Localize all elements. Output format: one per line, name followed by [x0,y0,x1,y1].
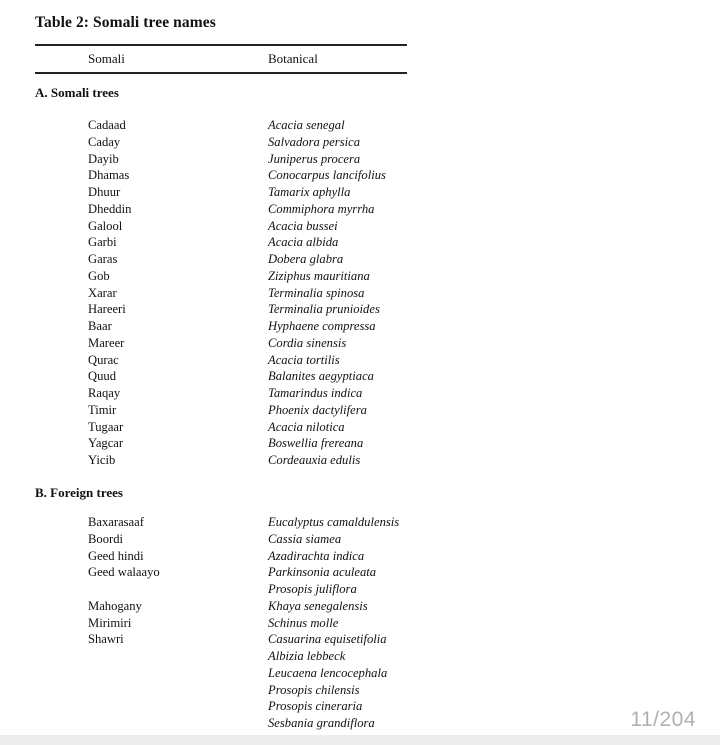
botanical-name: Azadirachta indica [268,548,365,563]
somali-name: Geed walaayo [88,565,160,580]
somali-name: Xarar [88,285,117,300]
table-row [0,152,720,169]
table-row [0,420,720,437]
somali-name: Yagcar [88,436,124,451]
botanical-name: Conocarpus lancifolius [268,168,386,183]
table-row [0,302,720,319]
table-row [0,353,720,370]
botanical-name: Boswellia frereana [268,436,364,451]
botanical-name: Salvadora persica [268,134,360,149]
botanical-name: Terminalia prunioides [268,302,380,317]
botanical-name: Prosopis cineraria [268,699,363,714]
table-row [0,369,720,386]
table-row [0,319,720,336]
botanical-name: Sesbania grandiflora [268,716,375,730]
botanical-name: Albizia lebbeck [268,649,346,663]
table-row [0,185,720,202]
header-bottom-rule [35,72,407,74]
botanical-name: Dobera glabra [268,252,344,266]
column-header-somali: Somali [88,51,125,66]
somali-name: Dhuur [88,185,121,199]
viewer-bottom-bar [0,735,720,745]
table-row [0,202,720,219]
botanical-name: Cassia siamea [268,531,342,546]
botanical-name: Cordia sinensis [268,335,347,350]
table-row [0,565,720,582]
page-counter: 11/204 [630,708,696,731]
table-row [0,699,720,716]
section-heading-somali-trees: A. Somali trees [35,85,119,100]
somali-name: Garbi [88,235,117,250]
table-row [0,403,720,420]
somali-name: Gob [88,268,110,283]
somali-name: Caday [88,134,121,149]
somali-name: Baxarasaaf [88,515,144,529]
table-row [0,118,720,135]
table-row [0,649,720,666]
botanical-name: Casuarina equisetifolia [268,632,387,647]
table-row [0,549,720,566]
table-row [0,582,720,599]
table-row [0,632,720,649]
somali-name: Mirimiri [88,615,132,630]
botanical-name: Tamarix aphylla [268,185,351,199]
botanical-name: Juniperus procera [268,151,361,166]
table-row [0,219,720,236]
botanical-name: Hyphaene compressa [268,319,376,333]
table-row [0,269,720,286]
table-row [0,168,720,185]
column-header-botanical: Botanical [268,51,318,66]
table-row [0,235,720,252]
botanical-name: Balanites aegyptiaca [268,369,374,384]
somali-name: Timir [88,402,117,417]
somali-name: Garas [88,252,118,266]
somali-name: Qurac [88,352,119,367]
somali-name: Dheddin [88,201,132,216]
table-row [0,252,720,269]
botanical-name: Eucalyptus camaldulensis [268,515,400,529]
botanical-name: Prosopis chilensis [268,682,360,697]
botanical-name: Terminalia spinosa [268,285,365,300]
table-row [0,453,720,470]
table-row [0,436,720,453]
botanical-name: Parkinsonia aculeata [268,565,377,580]
somali-name: Galool [88,218,123,233]
table-row [0,515,720,532]
botanical-name: Khaya senegalensis [268,598,368,613]
table-row [0,616,720,633]
botanical-name: Leucaena lencocephala [268,665,388,680]
header-top-rule [35,44,407,46]
botanical-name: Commiphora myrrha [268,201,375,216]
botanical-name: Acacia tortilis [268,352,340,367]
somali-name: Raqay [88,386,121,400]
botanical-name: Tamarindus indica [268,386,363,400]
table-row [0,336,720,353]
somali-name: Mahogany [88,598,142,613]
botanical-name: Acacia albida [268,235,339,250]
somali-name: Baar [88,319,112,333]
somali-name: Geed hindi [88,548,144,563]
botanical-name: Schinus molle [268,615,339,630]
botanical-name: Acacia senegal [268,118,345,132]
somali-name: Dhamas [88,168,130,183]
somali-name: Hareeri [88,302,126,317]
section-heading-foreign-trees: B. Foreign trees [35,485,123,500]
somali-name: Yicib [88,453,116,467]
table-title: Table 2: Somali tree names [35,14,216,31]
botanical-name: Cordeauxia edulis [268,453,361,467]
somali-name: Quud [88,369,116,384]
botanical-name: Acacia nilotica [268,419,345,434]
somali-name: Dayib [88,151,119,166]
somali-name: Cadaad [88,118,126,132]
botanical-name: Acacia bussei [268,218,338,233]
somali-name: Boordi [88,531,123,546]
table-row [0,532,720,549]
botanical-name: Ziziphus mauritiana [268,268,370,283]
botanical-name: Prosopis juliflora [268,582,357,596]
table-row [0,386,720,403]
table-row [0,286,720,303]
somali-name: Shawri [88,632,124,647]
table-row [0,599,720,616]
table-row [0,135,720,152]
table-row [0,666,720,683]
table-row [0,716,720,733]
somali-name: Tugaar [88,419,124,434]
somali-name: Mareer [88,335,125,350]
table-row [0,683,720,700]
botanical-name: Phoenix dactylifera [268,402,367,417]
